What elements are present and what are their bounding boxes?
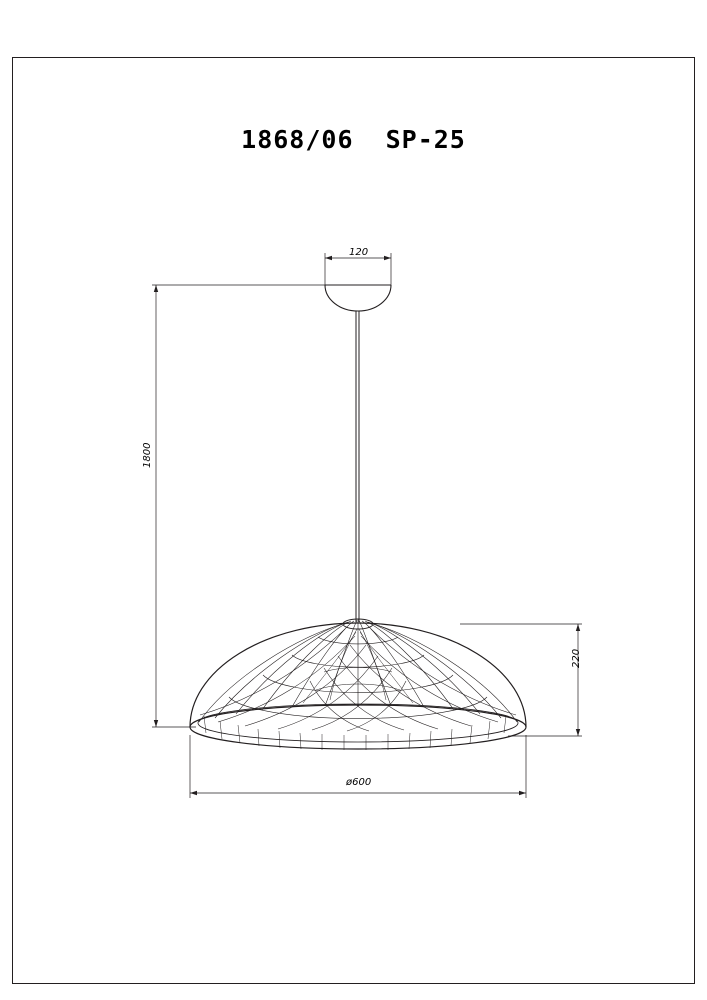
suspension-cord <box>356 311 359 622</box>
ceiling-canopy <box>325 285 391 311</box>
dimension-label-shade-height: 220 <box>571 648 582 668</box>
woven-dome-shade <box>190 619 526 750</box>
dimension-label-shade-diameter: ø600 <box>346 777 372 788</box>
dimension-shade-diameter <box>190 735 526 798</box>
page-title: 1868/06 SP-25 <box>241 125 466 154</box>
dimension-shade-height <box>460 624 582 736</box>
dimension-label-canopy-width: 120 <box>349 247 369 258</box>
dimension-label-drop-height: 1800 <box>142 442 153 468</box>
